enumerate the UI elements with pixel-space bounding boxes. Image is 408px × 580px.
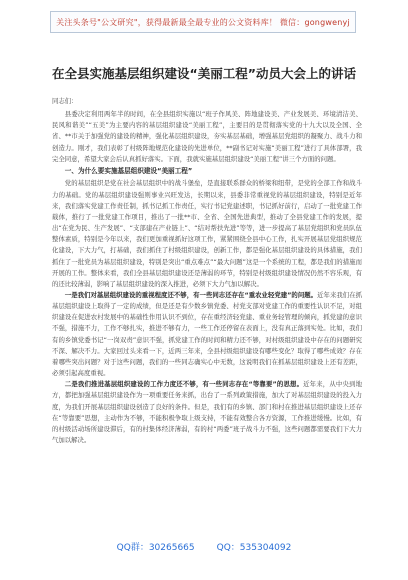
intro-paragraph: 县委决定利用两年半的时间，在全县组织实施以“班子作风美、阵地建设美、产业发展美、环境清洁美、民风和谐美”“五美”为主要内容的基层组织建设“美丽工程”，主要目的是贯彻落实党的十九大以及全国、全省、**市关于加强党的建设的精神，强化基层组织建设，夯实基层基础，增强基层党组织的凝聚力、战斗力和创造力。刚才，我们表彰了村级阵地规范化建设的先进单位，**副书记对实施“美丽工程”进行了具体部署，我完全同意，希望大家会后认真抓好落实。下面，我就实施基层组织建设“美丽工程”讲三个方面的问题。 <box>52 110 362 163</box>
paragraph-lead: 二是我们推进基层组织建设的工作力度还不够，有一些同志存在“等靠要”的思想。 <box>64 380 304 389</box>
qq-group-text: QQ群：30265665 <box>116 543 195 553</box>
qq-text: QQ：535304092 <box>216 543 292 553</box>
paragraph-text: 近年来我们在抓基层组织建设上取得了一定的成绩，但是还是有少数乡镇党委、村党支部对党建工作的重要性认识不足，对组织建设在促进农村发展中的基础性作用认识不到位，存在重经济轻党建、重业务轻管理的倾向，抓党建的意识不强，措施不力，工作不够扎实，推进不够有力，一些工作还停留在表面上，没有真正落到实处。比如，我们有的乡镇党委书记“一岗双责”意识不强，抓党建工作的时间和精力还不够，对村级组织建设中存在的问题研究不深、解决不力。大家回过头来看一下，近两三年来，全县村级组织建设有哪些变化？取得了哪些成效？存在着哪些突出问题？对于这些问题，我们的一些同志确实心中无数，这说明我们在抓基层组织建设上还有差距，必须引起高度重视。 <box>52 291 363 378</box>
paragraph-text: 近年来，从中央到地方，都把加强基层组织建设作为一项重要任务来抓，出台了一系列政策措施，加大了对基层组织建设的投入力度，为我们开展基层组织建设创造了良好的条件。但是，我们有的乡镇、部门和村在推进基层组织建设上还存在“等靠要”思想，主动作为不够，不能积极争取上级支持，不能有效整合各方资源，工作推进缓慢。比如，有的村级活动场所建设滞后，有的村集体经济薄弱，有的村“两委”班子战斗力不强，这些问题都需要我们下大力气加以解决。 <box>52 380 362 445</box>
section-heading: 一、为什么要实施基层组织建设“美丽工程” <box>64 166 193 175</box>
body-paragraph: 党的基层组织是党在社会基层组织中的战斗堡垒，是直接联系群众的桥梁和纽带，是党的全部工作和战斗力的基础。党的基层组织建设强则事业兴旺发达，长期以来，县委非常重视党的基层组织建设，特别是近年来，我们落实党建工作责任制，抓书记抓工作责任，实行书记党建述职，书记抓好前行，启动了一批党建工作载体，推行了一批党建工作项目，推出了一批**市、全省、全国先进典型，推动了全县党建工作的发展，提出“在党为民、生产发展”、“支部建在产业链上”、“结对帮扶先进”等等，进一步提高了基层党组织和党员队伍整体素质，特别是今年以来，我们更加重视抓好这项工作，紧紧围绕全县中心工作，扎实开展基层党组织规范化建设，下大力气，打基础，我们抓住了村级组织建设，创新工作，都是强化基层组织建设的具体措施，我们抓住了一批党员为基层组织建设，特别是突出“重点难点”“最大问题”这是一个系统的工程，都是我们的措施而开展的工作。整体来看，我们全县基层组织建设还是薄弱的环节，特别是村级组织建设情况仍然不容乐观，有的还比较薄弱，影响了基层组织建设的深入推进，必须下大力气加以解决。 <box>52 179 362 288</box>
banner-text: 关注头条号"公文研究"，获得最新最全最专业的公文资料库！ 微信：gongwenyj <box>56 17 350 27</box>
footer-contact <box>0 540 408 553</box>
body-paragraph <box>52 290 362 379</box>
document-body <box>52 96 362 446</box>
greeting: 同志们： <box>52 97 78 105</box>
paragraph-lead: 一是我们对基层组织建设的重视程度还不够，有一些同志还存在“重农业轻党建”的问题。 <box>64 291 318 299</box>
body-paragraph <box>52 379 362 446</box>
header-banner <box>50 11 356 33</box>
document-title: 在全县实施基层组织建设“美丽工程”动员大会上的讲话 <box>52 66 356 81</box>
